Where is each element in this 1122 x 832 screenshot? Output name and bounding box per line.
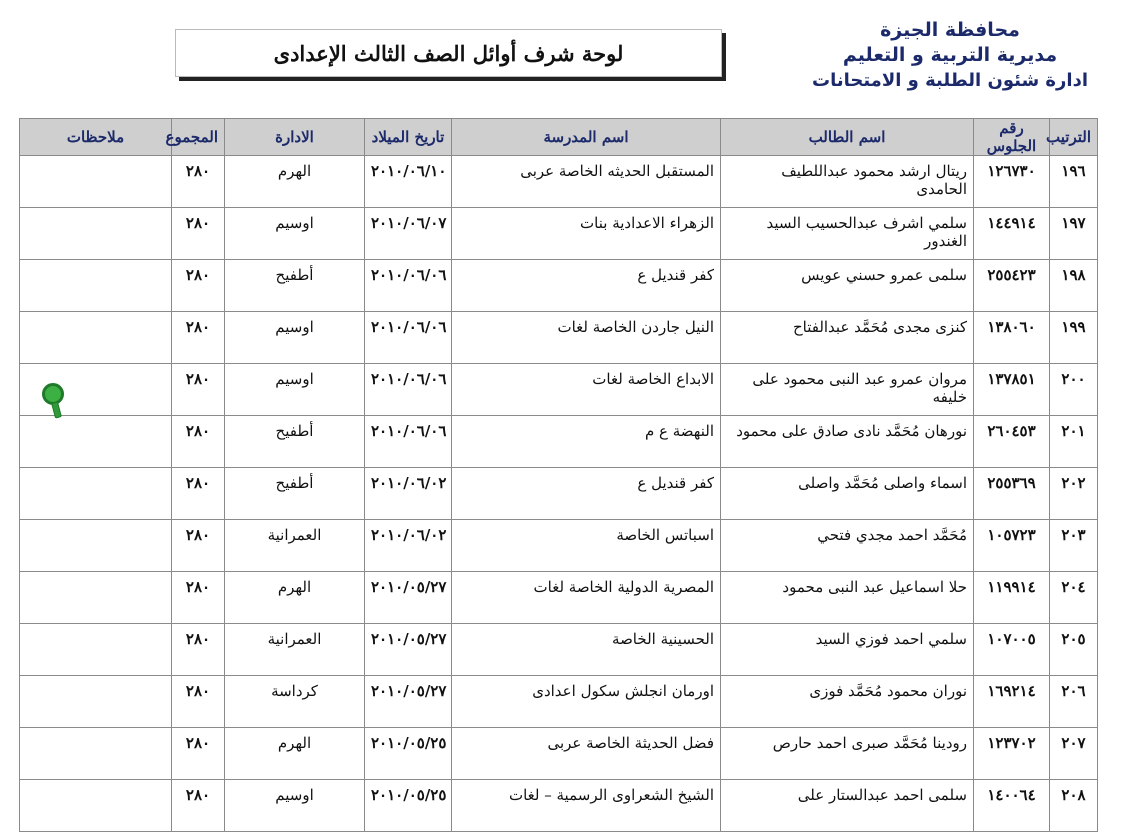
notes-cell — [20, 468, 172, 520]
administration-cell: الهرم — [225, 572, 365, 624]
seat-number-cell: ١٣٧٨٥١ — [974, 364, 1050, 416]
student-name-cell: مروان عمرو عبد النبى محمود على خليفه — [721, 364, 974, 416]
student-name-cell: نوران محمود مُحَمَّد فوزى — [721, 676, 974, 728]
total-cell: ٢٨٠ — [172, 260, 225, 312]
rank-cell: ٢٠٨ — [1050, 780, 1098, 832]
rank-cell: ٢٠٣ — [1050, 520, 1098, 572]
rank-cell: ٢٠٧ — [1050, 728, 1098, 780]
seat-number-cell: ١٤٠٠٦٤ — [974, 780, 1050, 832]
rank-cell: ٢٠١ — [1050, 416, 1098, 468]
student-name-cell: رودينا مُحَمَّد صبرى احمد حارص — [721, 728, 974, 780]
notes-cell — [20, 260, 172, 312]
school-name-cell: النيل جاردن الخاصة لغات — [452, 312, 721, 364]
table-row — [20, 676, 1098, 728]
page-title-box — [175, 29, 722, 77]
table-row — [20, 624, 1098, 676]
rank-cell: ٢٠٤ — [1050, 572, 1098, 624]
table-row — [20, 520, 1098, 572]
student-name-cell: ريتال ارشد محمود عبداللطيف الحامدى — [721, 156, 974, 208]
seat-number-cell: ١٠٥٧٢٣ — [974, 520, 1050, 572]
birth-date-cell: ٢٠١٠/٠٦/٠٦ — [365, 312, 452, 364]
column-header-seat-number: رقم الجلوس — [974, 119, 1050, 156]
birth-date-cell: ٢٠١٠/٠٦/٠٦ — [365, 416, 452, 468]
administration-cell: اوسيم — [225, 208, 365, 260]
birth-date-cell: ٢٠١٠/٠٦/١٠ — [365, 156, 452, 208]
notes-cell — [20, 416, 172, 468]
rank-cell: ١٩٦ — [1050, 156, 1098, 208]
table-row — [20, 260, 1098, 312]
seat-number-cell: ١٣٨٠٦٠ — [974, 312, 1050, 364]
student-name-cell: اسماء واصلى مُحَمَّد واصلى — [721, 468, 974, 520]
administration-cell: العمرانية — [225, 624, 365, 676]
birth-date-cell: ٢٠١٠/٠٥/٢٥ — [365, 728, 452, 780]
school-name-cell: كفر قنديل ع — [452, 468, 721, 520]
student-name-cell: سلمي اشرف عبدالحسيب السيد الغندور — [721, 208, 974, 260]
magnifier-handle — [51, 401, 62, 418]
seat-number-cell: ١١٩٩١٤ — [974, 572, 1050, 624]
total-cell: ٢٨٠ — [172, 364, 225, 416]
table-row — [20, 364, 1098, 416]
column-header-birth-date: تاريخ الميلاد — [365, 119, 452, 156]
notes-cell — [20, 676, 172, 728]
total-cell: ٢٨٠ — [172, 312, 225, 364]
column-header-rank: الترتيب — [1050, 119, 1098, 156]
rank-cell: ١٩٨ — [1050, 260, 1098, 312]
honor-roll-table — [19, 118, 1098, 832]
notes-cell — [20, 780, 172, 832]
rank-cell: ١٩٩ — [1050, 312, 1098, 364]
seat-number-cell: ١٢٣٧٠٢ — [974, 728, 1050, 780]
notes-cell — [20, 208, 172, 260]
administration-cell: أطفيح — [225, 468, 365, 520]
seat-number-cell: ٢٥٥٣٦٩ — [974, 468, 1050, 520]
birth-date-cell: ٢٠١٠/٠٥/٢٧ — [365, 624, 452, 676]
column-header-student-name: اسم الطالب — [721, 119, 974, 156]
school-name-cell: الابداع الخاصة لغات — [452, 364, 721, 416]
seat-number-cell: ١٠٧٠٠٥ — [974, 624, 1050, 676]
birth-date-cell: ٢٠١٠/٠٥/٢٧ — [365, 676, 452, 728]
total-cell: ٢٨٠ — [172, 520, 225, 572]
table-row — [20, 468, 1098, 520]
rank-cell: ٢٠٠ — [1050, 364, 1098, 416]
administration-cell: أطفيح — [225, 260, 365, 312]
rank-cell: ١٩٧ — [1050, 208, 1098, 260]
total-cell: ٢٨٠ — [172, 676, 225, 728]
table-row — [20, 156, 1098, 208]
birth-date-cell: ٢٠١٠/٠٦/٠٦ — [365, 260, 452, 312]
administration-cell: اوسيم — [225, 364, 365, 416]
student-name-cell: حلا اسماعيل عبد النبى محمود — [721, 572, 974, 624]
student-name-cell: سلمى احمد عبدالستار على — [721, 780, 974, 832]
school-name-cell: الحسينية الخاصة — [452, 624, 721, 676]
birth-date-cell: ٢٠١٠/٠٦/٠٦ — [365, 364, 452, 416]
school-name-cell: النهضة ع م — [452, 416, 721, 468]
birth-date-cell: ٢٠١٠/٠٥/٢٥ — [365, 780, 452, 832]
notes-cell — [20, 728, 172, 780]
total-cell: ٢٨٠ — [172, 468, 225, 520]
administration-cell: اوسيم — [225, 780, 365, 832]
school-name-cell: كفر قنديل ع — [452, 260, 721, 312]
school-name-cell: الشيخ الشعراوى الرسمية – لغات — [452, 780, 721, 832]
total-cell: ٢٨٠ — [172, 156, 225, 208]
school-name-cell: فضل الحديثة الخاصة عربى — [452, 728, 721, 780]
student-name-cell: سلمى عمرو حسني عويس — [721, 260, 974, 312]
rank-cell: ٢٠٢ — [1050, 468, 1098, 520]
administration-cell: العمرانية — [225, 520, 365, 572]
column-header-administration: الادارة — [225, 119, 365, 156]
school-name-cell: اسباتس الخاصة — [452, 520, 721, 572]
total-cell: ٢٨٠ — [172, 624, 225, 676]
seat-number-cell: ١٢٦٧٣٠ — [974, 156, 1050, 208]
administration-cell: أطفيح — [225, 416, 365, 468]
organization-header — [800, 18, 1100, 93]
birth-date-cell: ٢٠١٠/٠٦/٠٢ — [365, 520, 452, 572]
notes-cell — [20, 156, 172, 208]
student-name-cell: كنزى مجدى مُحَمَّد عبدالفتاح — [721, 312, 974, 364]
school-name-cell: اورمان انجلش سكول اعدادى — [452, 676, 721, 728]
table-row — [20, 312, 1098, 364]
school-name-cell: الزهراء الاعدادية بنات — [452, 208, 721, 260]
administration-cell: كرداسة — [225, 676, 365, 728]
governorate-label: محافظة الجيزة — [880, 19, 1020, 41]
table-row — [20, 728, 1098, 780]
total-cell: ٢٨٠ — [172, 780, 225, 832]
seat-number-cell: ٢٦٠٤٥٣ — [974, 416, 1050, 468]
administration-cell: اوسيم — [225, 312, 365, 364]
notes-cell — [20, 312, 172, 364]
administration-cell: الهرم — [225, 728, 365, 780]
column-header-school-name: اسم المدرسة — [452, 119, 721, 156]
magnifier-watermark-icon — [42, 383, 68, 417]
column-header-total: المجموع — [172, 119, 225, 156]
student-name-cell: سلمي احمد فوزي السيد — [721, 624, 974, 676]
total-cell: ٢٨٠ — [172, 416, 225, 468]
administration-cell: الهرم — [225, 156, 365, 208]
birth-date-cell: ٢٠١٠/٠٦/٠٧ — [365, 208, 452, 260]
directorate-label: مديرية التربية و التعليم — [842, 44, 1058, 66]
total-cell: ٢٨٠ — [172, 728, 225, 780]
birth-date-cell: ٢٠١٠/٠٦/٠٢ — [365, 468, 452, 520]
page-title: لوحة شرف أوائل الصف الثالث الإعدادى — [273, 40, 624, 66]
table-row — [20, 780, 1098, 832]
rank-cell: ٢٠٦ — [1050, 676, 1098, 728]
student-name-cell: نورهان مُحَمَّد نادى صادق على محمود — [721, 416, 974, 468]
table-row — [20, 208, 1098, 260]
notes-cell — [20, 520, 172, 572]
notes-cell — [20, 624, 172, 676]
table-row — [20, 416, 1098, 468]
notes-cell — [20, 572, 172, 624]
column-header-notes: ملاحظات — [20, 119, 172, 156]
student-name-cell: مُحَمَّد احمد مجدي فتحي — [721, 520, 974, 572]
total-cell: ٢٨٠ — [172, 208, 225, 260]
table-row — [20, 572, 1098, 624]
seat-number-cell: ١٦٩٢١٤ — [974, 676, 1050, 728]
birth-date-cell: ٢٠١٠/٠٥/٢٧ — [365, 572, 452, 624]
seat-number-cell: ١٤٤٩١٤ — [974, 208, 1050, 260]
seat-number-cell: ٢٥٥٤٢٣ — [974, 260, 1050, 312]
rank-cell: ٢٠٥ — [1050, 624, 1098, 676]
department-label: ادارة شئون الطلبة و الامتحانات — [812, 70, 1088, 91]
school-name-cell: المصرية الدولية الخاصة لغات — [452, 572, 721, 624]
total-cell: ٢٨٠ — [172, 572, 225, 624]
table-header-row — [20, 119, 1098, 156]
school-name-cell: المستقبل الحديثه الخاصة عربى — [452, 156, 721, 208]
